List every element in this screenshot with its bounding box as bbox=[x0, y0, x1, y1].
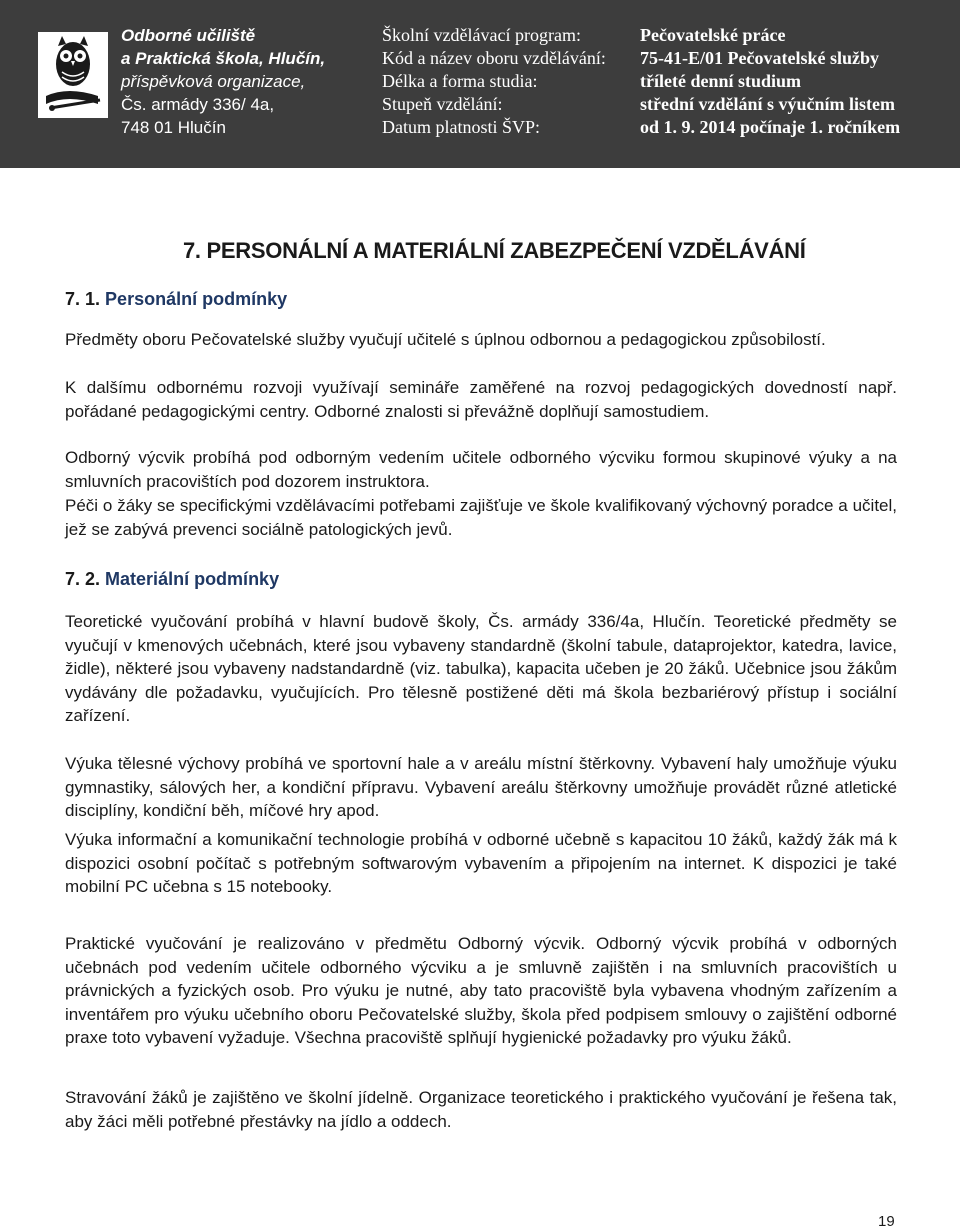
paragraph: Teoretické vyučování probíhá v hlavní budově školy, Čs. armády 336/4a, Hlučín. Teoretické předměty se vyučují v kmenových učebnách, které jsou vybaveny standardně (školní tabule, dataprojektor, katedra, lavice, židle), některé jsou vybaveny nadstandardně (viz. tabulka), kapacita učeben je 20 žáků. Učebnice jsou žákům vydávány dle požadavku, vyučujících. Pro tělesně postižené děti má škola bezbariérový přístup i sociální zařízení. bbox=[65, 612, 897, 725]
paragraph: Výuka informační a komunikační technologie probíhá v odborné učebně s kapacitou 10 žáků, každý žák má k dispozici osobní počítač s potřebným softwarovým vybavením a připojením na internet. K dispozici je také mobilní PC učebna s 15 notebooky. bbox=[65, 830, 897, 896]
value-level: střední vzdělání s výučním listem bbox=[640, 94, 895, 114]
subsection-number: 7. 1. bbox=[65, 289, 101, 309]
subsection-heading-material bbox=[65, 569, 279, 590]
subsection-title: Materiální podmínky bbox=[105, 569, 280, 589]
document-header bbox=[0, 0, 960, 168]
school-org-type: příspěvková organizace, bbox=[121, 72, 306, 91]
school-city: 748 01 Hlučín bbox=[121, 118, 226, 137]
paragraph: Stravování žáků je zajištěno ve školní jídelně. Organizace teoretického i praktického vyučování je řešena tak, aby žáci měli potřebné přestávky na jídlo a oddech. bbox=[65, 1088, 897, 1131]
value-duration: tříleté denní studium bbox=[640, 71, 802, 91]
school-name-2: a Praktická škola, Hlučín, bbox=[121, 49, 326, 68]
program-values bbox=[640, 24, 900, 139]
label-duration: Délka a forma studia: bbox=[382, 71, 538, 91]
label-field: Kód a název oboru vzdělávání: bbox=[382, 48, 606, 68]
school-street: Čs. armády 336/ 4a, bbox=[121, 95, 275, 114]
section-title: 7. PERSONÁLNÍ A MATERIÁLNÍ ZABEZPEČENÍ VZDĚLÁVÁNÍ bbox=[183, 238, 806, 263]
subsection-title: Personální podmínky bbox=[105, 289, 288, 309]
label-validity: Datum platnosti ŠVP: bbox=[382, 117, 541, 137]
value-validity: od 1. 9. 2014 počínaje 1. ročníkem bbox=[640, 117, 901, 137]
school-address bbox=[121, 24, 325, 139]
paragraph: Odborný výcvik probíhá pod odborným vedením učitele odborného výcviku formou skupinové výuky a na smluvních pracovištích pod dozorem instruktora. bbox=[65, 448, 897, 491]
paragraph: Předměty oboru Pečovatelské služby vyučují učitelé s úplnou odbornou a pedagogickou způsobilostí. bbox=[65, 330, 826, 349]
paragraph: K dalšímu odbornému rozvoji využívají semináře zaměřené na rozvoj pedagogických dovedností např. pořádané pedagogickými centry. Odborné znalosti si převážně doplňují samostudiem. bbox=[65, 378, 897, 421]
owl-logo-icon bbox=[28, 24, 118, 124]
paragraph: Praktické vyučování je realizováno v předmětu Odborný výcvik. Odborný výcvik probíhá v odborných učebnách pod vedením učitele odborného výcviku a je smluvně zajištěn i na smluvních pracovištích u právnických a fyzických osob. Pro výuku je nutné, aby tato pracoviště byla vybavena vhodným zařízením a inventářem pro výuku učebního oboru Pečovatelské služby, škola před podpisem smlouvy o zajištění odborné praxe toto vybavení vyžaduje. Všechna pracoviště splňují hygienické požadavky pro výuku žáků. bbox=[65, 934, 897, 1047]
value-field: 75-41-E/01 Pečovatelské služby bbox=[640, 48, 879, 68]
label-level: Stupeň vzdělání: bbox=[382, 94, 503, 114]
subsection-number: 7. 2. bbox=[65, 569, 101, 589]
label-program: Školní vzdělávací program: bbox=[382, 25, 581, 45]
paragraph: Péči o žáky se specifickými vzdělávacími potřebami zajišťuje ve škole kvalifikovaný výchovný poradce a učitel, jež se zabývá prevenci sociálně patologických jevů. bbox=[65, 496, 897, 539]
value-program: Pečovatelské práce bbox=[640, 25, 786, 45]
paragraph: Výuka tělesné výchovy probíhá ve sportovní hale a v areálu místní štěrkovny. Vybavení haly umožňuje výuku gymnastiky, sálových her, a kondiční přípravu. Vybavení areálu štěrkovny umožňuje provádět různé atletické disciplíny, kondiční běh, míčové hry apod. bbox=[65, 754, 897, 820]
page-number: 19 bbox=[878, 1213, 895, 1230]
school-name: Odborné učiliště bbox=[121, 26, 256, 45]
subsection-heading-personal bbox=[65, 289, 287, 310]
program-labels bbox=[382, 24, 606, 139]
